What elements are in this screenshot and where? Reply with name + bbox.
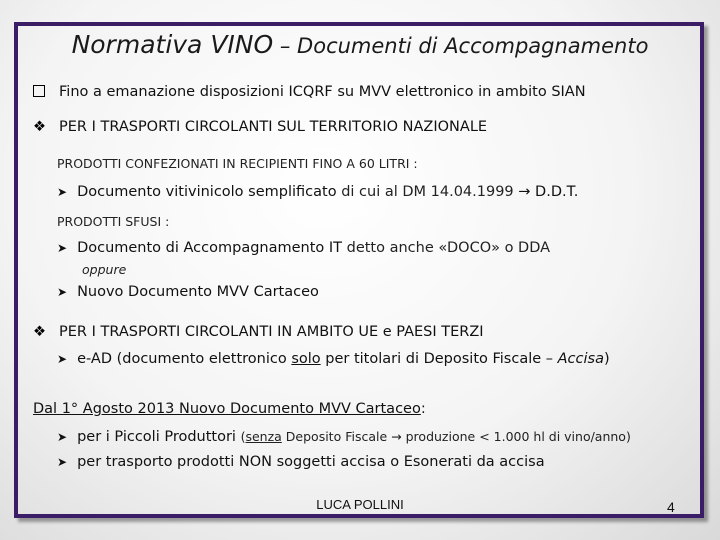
section1-item3 [57,284,319,300]
senza-text: senza [245,429,282,444]
section1-item2 [57,240,550,256]
section1-heading: PER I TRASPORTI CIRCOLANTI SUL TERRITORIO NAZIONALE [59,119,488,135]
item2-alias: detto anche «DOCO» o DDA [346,240,551,256]
section1-item1 [57,184,578,200]
item2-main: Documento di Accompagnamento IT [77,240,343,256]
right-arrow-icon: → [391,429,402,444]
arrowhead-bullet-icon: ➤ [57,241,68,255]
item3-text: Nuovo Documento MVV Cartaceo [77,284,319,300]
section2-item-a: e-AD (documento elettronico [77,351,292,367]
produzione-text: produzione < 1.000 hl di vino/anno) [405,429,631,444]
page-number: 4 [667,499,675,515]
title-part2: Documenti di Accompagnamento [297,34,649,58]
diamond-bullet-icon: ❖ [33,324,46,340]
section2-item [57,351,610,367]
section3-item2 [57,454,545,470]
arrowhead-bullet-icon: ➤ [57,455,68,469]
oppure-text: oppure [82,262,127,277]
section3-item1-paren [241,429,631,444]
item1-ref: di cui al DM 14.04.1999 [341,184,514,200]
section2-item-c: Accisa [557,351,604,367]
title-dash: – [273,34,298,58]
item1-main: Documento vitivinicolo semplificato [77,184,337,200]
section2-item-solo: solo [291,351,321,367]
title-part1: Normativa VINO [71,30,274,59]
section1-sub2: PRODOTTI SFUSI : [57,214,170,229]
right-arrow-icon: → [518,184,531,200]
section3-item1-a: per i Piccoli Produttori [77,429,236,445]
arrowhead-bullet-icon: ➤ [57,430,68,444]
section3-heading: Dal 1° Agosto 2013 Nuovo Documento MVV Cartaceo [33,401,421,417]
paren-open: ( [240,429,246,444]
section3-heading-line [33,401,426,417]
arrowhead-bullet-icon: ➤ [57,285,68,299]
section3-item1 [57,429,631,445]
section2-heading-line [33,324,484,340]
section3-colon: : [420,401,426,417]
intro-line [33,84,586,100]
footer-author: LUCA POLLINI [316,497,404,512]
section3-item2-text: per trasporto prodotti NON soggetti accisa o Esonerati da accisa [77,454,545,470]
deposito-text: Deposito Fiscale [281,429,388,444]
diamond-bullet-icon: ❖ [33,119,46,135]
intro-text: Fino a emanazione disposizioni ICQRF su MVV elettronico in ambito SIAN [59,84,586,100]
section1-sub1: PRODOTTI CONFEZIONATI IN RECIPIENTI FINO A 60 LITRI : [57,156,418,171]
section2-item-b: per titolari di Deposito Fiscale – [320,351,558,367]
arrowhead-bullet-icon: ➤ [57,185,68,199]
arrowhead-bullet-icon: ➤ [57,352,68,366]
slide-title [0,30,720,59]
section1-heading-line [33,119,487,135]
section2-heading: PER I TRASPORTI CIRCOLANTI IN AMBITO UE e PAESI TERZI [59,324,484,340]
section2-item-d: ) [603,351,610,367]
square-bullet-icon [33,85,45,97]
item1-ddt: D.D.T. [535,184,579,200]
